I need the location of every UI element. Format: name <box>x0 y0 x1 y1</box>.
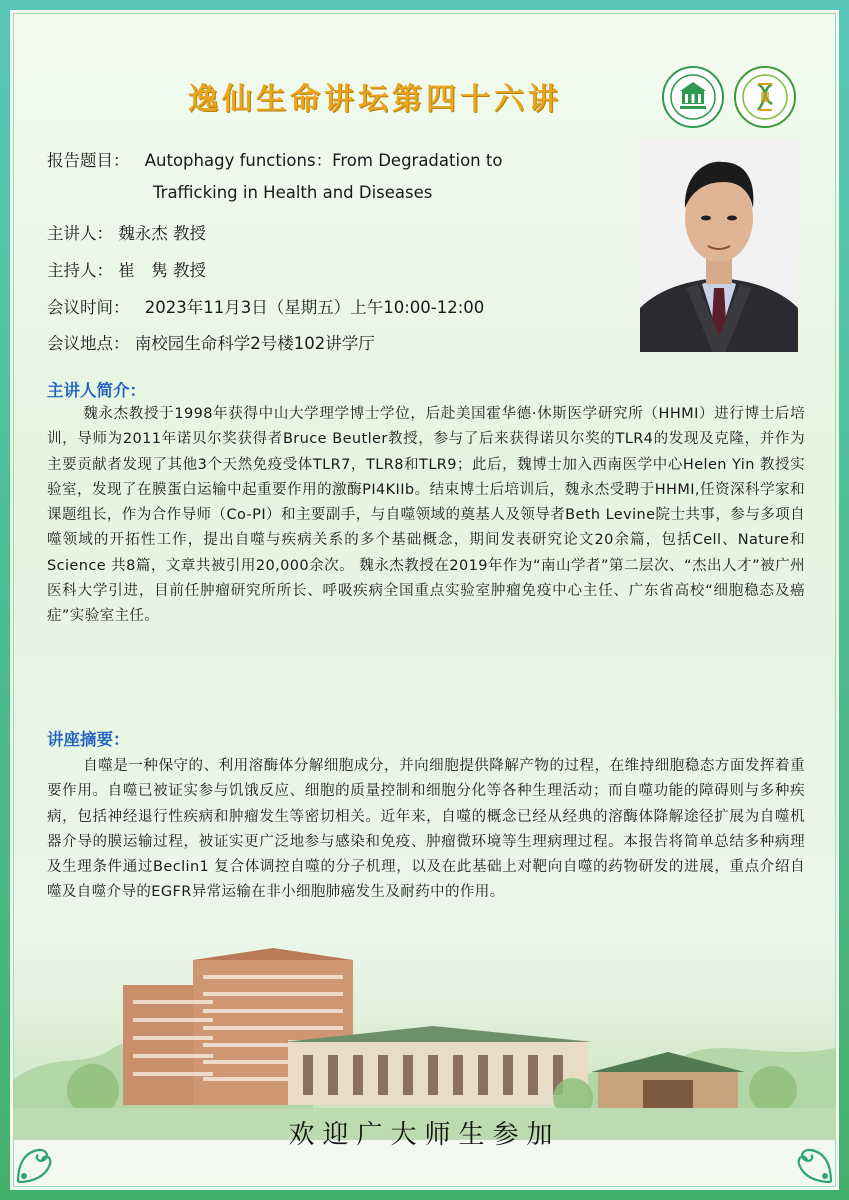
topic-row <box>47 147 502 171</box>
bio-heading: 主讲人简介： <box>47 381 146 400</box>
topic-label: 报告题目： <box>47 151 130 170</box>
topic-line2: Trafficking in Health and Diseases <box>153 183 433 202</box>
speaker-label: 主讲人： <box>47 224 113 243</box>
place-label: 会议地点： <box>47 334 130 353</box>
topic-line1: Autophagy functions：From Degradation to <box>144 151 503 170</box>
topic-row-2 <box>153 183 432 202</box>
campus-building-illustration <box>13 930 836 1140</box>
corner-ornament-icon <box>791 1142 835 1186</box>
poster-title: 逸仙生命讲坛第四十六讲 <box>188 82 562 117</box>
lab-logo <box>734 66 796 128</box>
place-value: 南校园生命科学2号楼102讲学厅 <box>134 334 375 353</box>
speaker-photo <box>640 138 798 352</box>
abstract-paragraph: 自噬是一种保守的、利用溶酶体分解细胞成分，并向细胞提供降解产物的过程，在维持细胞稳态方面发挥着重要作用。自噬已被证实参与饥饿反应、细胞的质量控制和细胞分化等各种生理活动；而自噬功能的障碍则与多种疾病，包括神经退行性疾病和肿瘤发生等密切相关。近年来，自噬的概念已经从经典的溶酶体降解途径扩展为自噬机器介导的膜运输过程，被证实更广泛地参与感染和免疫、肿瘤微环境等生理病理过程。本报告将简单总结多种病理及生理条件通过Beclin1 复合体调控自噬的分子机理，以及在此基础上对靶向自噬的药物研发的进展，重点介绍自噬及自噬介导的EGFR异常运输在非小细胞肺癌发生及耐药中的作用。 <box>47 758 805 901</box>
time-label: 会议时间： <box>47 298 130 317</box>
speaker-value: 魏永杰 教授 <box>118 224 206 243</box>
host-value: 崔 隽 教授 <box>118 261 206 280</box>
host-row <box>47 257 206 281</box>
corner-ornament-icon <box>14 1142 58 1186</box>
bio-paragraph: 魏永杰教授于1998年获得中山大学理学博士学位，后赴美国霍华德·休斯医学研究所（HHMI）进行博士后培训，导师为2011年诺贝尔奖获得者Bruce Beutler教授，参与了后来获得诺贝尔奖的TLR4的发现及克隆，并作为主要贡献者发现了其他3个天然免疫受体TLR7，TLR8和TLR9；此后，魏博士加入西南医学中心Helen Yin 教授实验室，发现了在膜蛋白运输中起重要作用的激酶PI4KIIb。结束博士后培训后，魏永杰受聘于HHMI,任资深科学家和课题组长，作为合作导师（Co-PI）和主要副手，与自噬领域的奠基人及领导者Beth Levine院士共事，参与多项自噬领域的开拓性工作，提出自噬与疾病关系的多个基础概念，期间发表研究论文20余篇，包括Cell、Nature和Science 共8篇，文章共被引用20,000余次。 魏永杰教授在2019年作为“南山学者”第二层次、“杰出人才”被广州医科大学引进，目前任肿瘤研究所所长、呼吸疾病全国重点实验室肿瘤免疫中心主任、广东省高校“细胞稳态及癌症”实验室主任。 <box>47 406 805 625</box>
time-value: 2023年11月3日（星期五）上午10:00-12:00 <box>144 298 485 317</box>
school-logo <box>662 66 724 128</box>
host-label: 主持人： <box>47 261 113 280</box>
welcome-message: 欢迎广大师生参加 <box>288 1120 561 1150</box>
place-row <box>47 330 375 354</box>
abstract-heading: 讲座摘要： <box>47 730 130 749</box>
time-row <box>47 294 484 318</box>
speaker-row <box>47 220 206 244</box>
